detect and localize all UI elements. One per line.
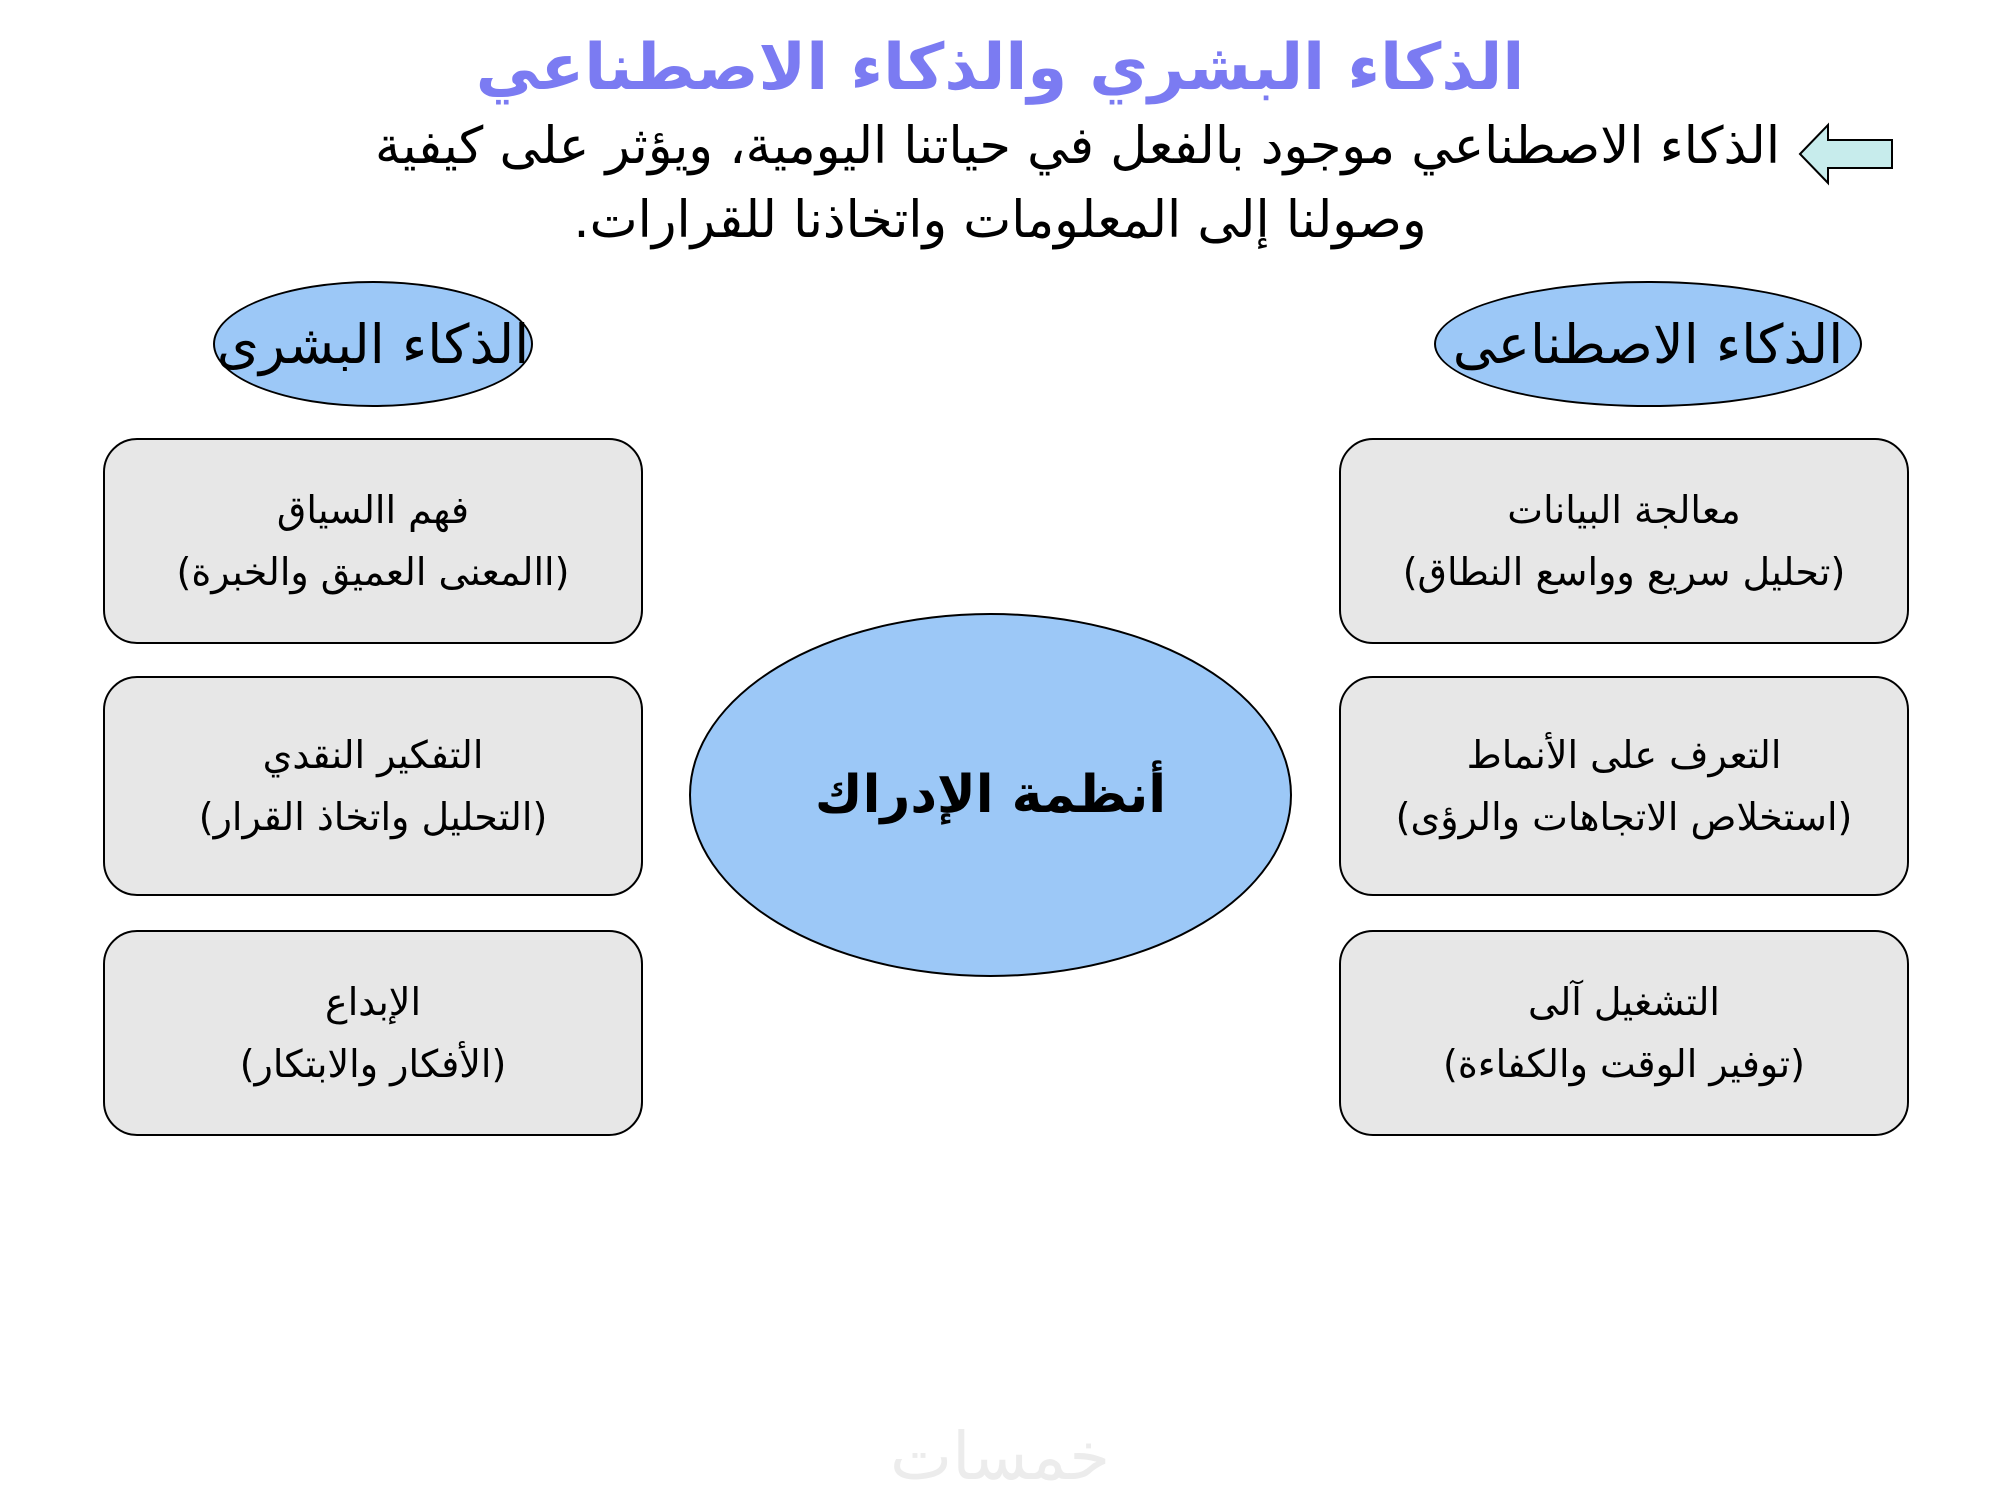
card-subtitle: (الأفكار والابتكار) [239, 1042, 507, 1086]
human-header-label: الذكاء البشرى [216, 312, 530, 376]
page-title: الذكاء البشري والذكاء الاصطناعي [475, 31, 1525, 105]
card-title: الإبداع [325, 980, 421, 1024]
card-title: التفكير النقدي [262, 733, 484, 777]
human-intelligence-header [213, 281, 533, 407]
ai-card-automation [1339, 930, 1909, 1136]
cognition-systems-ellipse [689, 613, 1292, 977]
card-title: التعرف على الأنماط [1466, 733, 1782, 777]
intro-line-1: الذكاء الاصطناعي موجود بالفعل في حياتنا اليومية، ويؤثر على كيفية [375, 117, 1780, 176]
center-label: أنظمة الإدراك [814, 765, 1167, 825]
card-title: معالجة البيانات [1507, 488, 1741, 532]
human-card-context [103, 438, 643, 644]
ai-header-label: الذكاء الاصطناعى [1452, 312, 1844, 376]
ai-card-data-processing [1339, 438, 1909, 644]
card-subtitle: (االمعنى العميق والخبرة) [176, 550, 570, 594]
watermark: خمسات [889, 1418, 1111, 1495]
card-subtitle: (توفير الوقت والكفاءة) [1443, 1042, 1805, 1086]
left-arrow-icon [1798, 122, 1894, 186]
ai-header [1434, 281, 1862, 407]
ai-card-pattern-recognition [1339, 676, 1909, 896]
card-subtitle: (استخلاص الاتجاهات والرؤى) [1395, 795, 1853, 839]
human-card-creativity [103, 930, 643, 1136]
card-title: فهم االسياق [276, 488, 470, 532]
card-subtitle: (تحليل سريع وواسع النطاق) [1402, 550, 1846, 594]
human-card-critical-thinking [103, 676, 643, 896]
card-title: التشغيل آلى [1528, 980, 1720, 1024]
card-subtitle: (التحليل واتخاذ القرار) [198, 795, 548, 839]
intro-line-2: وصولنا إلى المعلومات واتخاذنا للقرارات. [573, 191, 1427, 250]
